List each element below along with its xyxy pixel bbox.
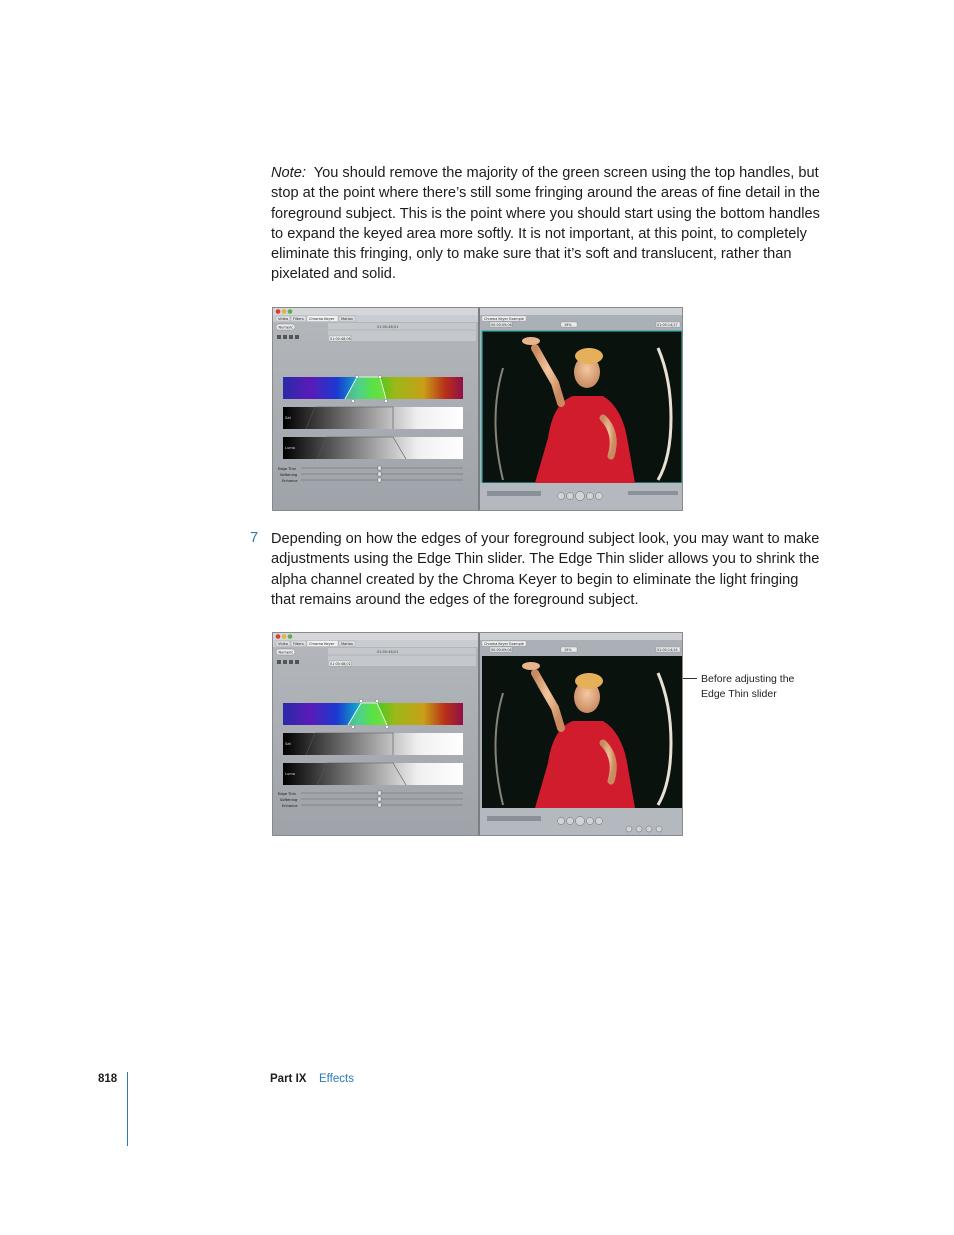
svg-text:Numeric: Numeric xyxy=(278,325,294,330)
svg-text:Edge Thin: Edge Thin xyxy=(278,792,296,796)
svg-text:Video: Video xyxy=(278,317,289,321)
svg-text:01:00:48;01: 01:00:48;01 xyxy=(377,325,399,329)
svg-text:Chroma Keyer Example: Chroma Keyer Example xyxy=(484,642,524,646)
svg-text:01:00:48;01: 01:00:48;01 xyxy=(377,650,399,654)
svg-text:19%: 19% xyxy=(564,323,572,327)
chroma-keyer-screenshot-before xyxy=(272,307,683,511)
svg-text:Enhance: Enhance xyxy=(282,804,298,808)
note-label: Note: xyxy=(271,165,306,181)
svg-text:Motion: Motion xyxy=(341,642,354,646)
footer-part: Part IX xyxy=(270,1073,307,1085)
svg-text:01:00:14;24: 01:00:14;24 xyxy=(657,648,678,652)
svg-text:Numeric: Numeric xyxy=(278,650,294,655)
svg-text:Sat: Sat xyxy=(285,742,291,746)
svg-text:Chroma Keyer Example: Chroma Keyer Example xyxy=(484,317,524,321)
svg-text:Enhance: Enhance xyxy=(282,479,298,483)
svg-text:01:00:14;27: 01:00:14;27 xyxy=(657,323,678,327)
note-text: You should remove the majority of the green screen using the top handles, but stop at the point where there’s still some fringing around the areas of fine detail in the foreground subject. This is the point where you should start using the bottom handles to expand the keyed area more softly. It is not important, at this point, to completely eliminate this fringing, only to make sure that it’s soft and translucent, rather than pixelated and solid. xyxy=(271,165,820,283)
step-number: 7 xyxy=(250,530,259,546)
footer-rule xyxy=(127,1072,128,1146)
svg-text:19%: 19% xyxy=(564,648,572,652)
note-paragraph xyxy=(271,163,823,285)
callout-leader-line xyxy=(683,678,697,679)
svg-text:Chroma Keyer: Chroma Keyer xyxy=(309,317,335,321)
svg-text:Filters: Filters xyxy=(293,317,304,321)
svg-text:Luma: Luma xyxy=(285,772,295,776)
footer-section-link[interactable]: Effects xyxy=(319,1073,354,1085)
svg-text:Motion: Motion xyxy=(341,317,354,321)
svg-text:00:00:09;04: 00:00:09;04 xyxy=(491,323,512,327)
svg-text:Edge Thin: Edge Thin xyxy=(278,467,296,471)
svg-text:00:00:09;04: 00:00:09;04 xyxy=(491,648,512,652)
svg-text:01:00:48;08: 01:00:48;08 xyxy=(330,337,351,341)
step-text: Depending on how the edges of your foreground subject look, you may want to make adjustments using the Edge Thin slider. The Edge Thin slider allows you to shrink the alpha channel created by the Chroma Keyer to begin to eliminate the light fringing that remains around the edges of the foreground subject. xyxy=(271,531,820,608)
svg-text:Sat: Sat xyxy=(285,416,291,420)
svg-text:Luma: Luma xyxy=(285,446,295,450)
svg-text:Softening: Softening xyxy=(280,798,298,802)
chroma-keyer-screenshot-edge-thin xyxy=(272,632,683,836)
svg-text:Softening: Softening xyxy=(280,473,298,477)
page-number: 818 xyxy=(98,1073,118,1085)
callout-label: Before adjusting the Edge Thin slider xyxy=(701,673,795,700)
svg-text:01:00:48;01: 01:00:48;01 xyxy=(330,662,351,666)
svg-text:Filters: Filters xyxy=(293,642,304,646)
svg-text:Chroma Keyer: Chroma Keyer xyxy=(309,642,335,646)
svg-text:Video: Video xyxy=(278,642,289,646)
